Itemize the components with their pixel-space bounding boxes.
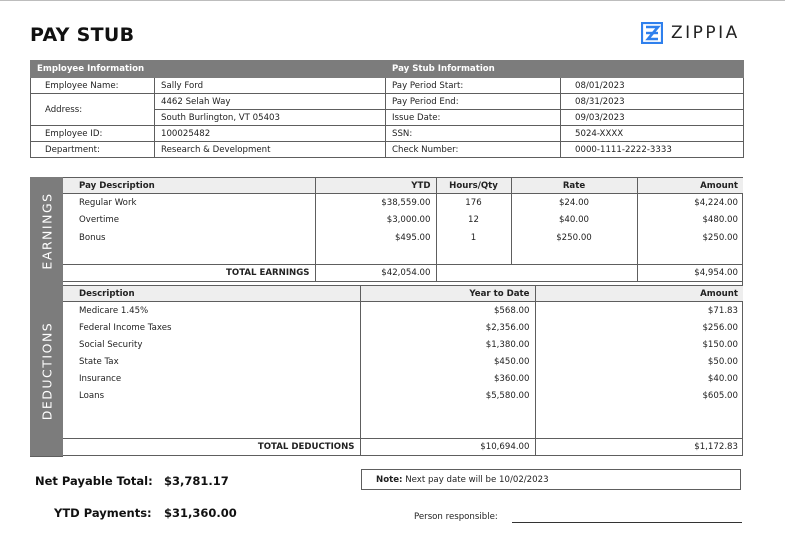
employee-info-header: Employee Information: [31, 61, 386, 78]
ssn-value: 5024-XXXX: [561, 126, 744, 142]
earning-rate: $250.00: [511, 229, 637, 247]
issue-date-value: 09/03/2023: [561, 110, 744, 126]
deduction-description: Social Security: [79, 339, 143, 350]
deduction-amount: $605.00: [535, 387, 743, 404]
total-earnings-label: TOTAL EARNINGS: [63, 265, 315, 282]
total-earnings-amount: $4,954.00: [637, 265, 743, 282]
deduction-amount: $50.00: [535, 353, 743, 370]
table-row: [63, 212, 743, 230]
deduction-amount: $71.83: [535, 302, 743, 320]
employee-id-label: Employee ID:: [31, 126, 155, 142]
zippia-logo: [641, 22, 740, 44]
total-deductions-label: TOTAL DEDUCTIONS: [63, 438, 360, 455]
deduction-description: Medicare 1.45%: [79, 305, 149, 316]
earning-amount: $4,224.00: [637, 194, 743, 212]
earnings-header-rate: Rate: [511, 178, 637, 194]
department-label: Department:: [31, 142, 155, 158]
total-deductions-amount: $1,172.83: [535, 438, 743, 455]
earnings-header-amount: Amount: [637, 178, 743, 194]
deduction-description: Federal Income Taxes: [79, 322, 172, 333]
deduction-amount: $150.00: [535, 336, 743, 353]
deductions-header-amount: Amount: [535, 286, 743, 302]
deductions-side-label: [30, 285, 63, 456]
table-row-empty: [63, 404, 743, 438]
note-label: Note:: [376, 475, 403, 485]
period-end-value: 08/31/2023: [561, 94, 744, 110]
deductions-header-ytd: Year to Date: [360, 286, 535, 302]
ytd-payments-value: $31,360.00: [164, 506, 237, 520]
earning-ytd: $3,000.00: [315, 212, 436, 230]
address-line1: 4462 Selah Way: [155, 94, 386, 110]
deduction-ytd: $568.00: [360, 302, 535, 320]
earning-hours: 176: [436, 194, 511, 212]
earning-hours: 12: [436, 212, 511, 230]
ytd-payments-label: YTD Payments:: [54, 506, 152, 520]
table-row: [63, 302, 743, 320]
deduction-description: Insurance: [79, 373, 122, 384]
deduction-ytd: $1,380.00: [360, 336, 535, 353]
check-number-label: Check Number:: [386, 142, 561, 158]
table-row: [63, 353, 743, 370]
deductions-header-description: Description: [63, 286, 360, 302]
zippia-logo-icon: [641, 22, 663, 44]
address-line2: South Burlington, VT 05403: [155, 110, 386, 126]
earning-ytd: $38,559.00: [315, 194, 436, 212]
total-earnings-ytd: $42,054.00: [315, 265, 436, 282]
check-number-value: 0000-1111-2222-3333: [561, 142, 744, 158]
earning-amount: $250.00: [637, 229, 743, 247]
employee-info-table: [30, 60, 744, 158]
earning-amount: $480.00: [637, 212, 743, 230]
deductions-table: [63, 285, 743, 456]
employee-name-label: Employee Name:: [31, 78, 155, 94]
earnings-side-text: EARNINGS: [39, 192, 54, 270]
earnings-header-ytd: YTD: [315, 178, 436, 194]
earning-description: Regular Work: [79, 197, 137, 208]
deduction-description: State Tax: [79, 356, 119, 367]
earnings-header-description: Pay Description: [63, 178, 315, 194]
employee-id-value: 100025482: [155, 126, 386, 142]
deduction-description: Loans: [79, 390, 105, 401]
issue-date-label: Issue Date:: [386, 110, 561, 126]
address-label: Address:: [31, 94, 155, 126]
pay-stub-info-header: Pay Stub Information: [386, 61, 744, 78]
logo-wordmark: ZIPPIA: [671, 23, 740, 43]
period-end-label: Pay Period End:: [386, 94, 561, 110]
earning-rate: $24.00: [511, 194, 637, 212]
table-row-empty: [63, 247, 743, 265]
deduction-amount: $40.00: [535, 370, 743, 387]
earning-description: Overtime: [79, 215, 120, 226]
deduction-amount: $256.00: [535, 319, 743, 336]
employee-name-value: Sally Ford: [155, 78, 386, 94]
period-start-label: Pay Period Start:: [386, 78, 561, 94]
note-text: Next pay date will be 10/02/2023: [405, 475, 549, 485]
person-responsible-label: Person responsible:: [414, 512, 498, 522]
table-row: [63, 370, 743, 387]
net-payable-value: $3,781.17: [164, 474, 229, 488]
earning-hours: 1: [436, 229, 511, 247]
table-row: [63, 336, 743, 353]
top-border-line: [0, 0, 785, 1]
page-title: PAY STUB: [30, 24, 135, 46]
deduction-ytd: $5,580.00: [360, 387, 535, 404]
earning-description: Bonus: [79, 232, 106, 243]
earnings-side-label: [30, 177, 63, 285]
table-row: [63, 319, 743, 336]
department-value: Research & Development: [155, 142, 386, 158]
deduction-ytd: $450.00: [360, 353, 535, 370]
ssn-label: SSN:: [386, 126, 561, 142]
deduction-ytd: $2,356.00: [360, 319, 535, 336]
sidebar-bottom-border: [30, 456, 63, 457]
earnings-table: [63, 177, 743, 282]
period-start-value: 08/01/2023: [561, 78, 744, 94]
total-deductions-ytd: $10,694.00: [360, 438, 535, 455]
table-row: [63, 229, 743, 247]
note-box: [361, 469, 741, 490]
earning-ytd: $495.00: [315, 229, 436, 247]
deduction-ytd: $360.00: [360, 370, 535, 387]
earning-rate: $40.00: [511, 212, 637, 230]
earnings-header-hours: Hours/Qty: [436, 178, 511, 194]
table-row: [63, 387, 743, 404]
net-payable-label: Net Payable Total:: [35, 474, 153, 488]
deductions-side-text: DEDUCTIONS: [39, 321, 54, 420]
signature-line[interactable]: [512, 522, 742, 523]
table-row: [63, 194, 743, 212]
